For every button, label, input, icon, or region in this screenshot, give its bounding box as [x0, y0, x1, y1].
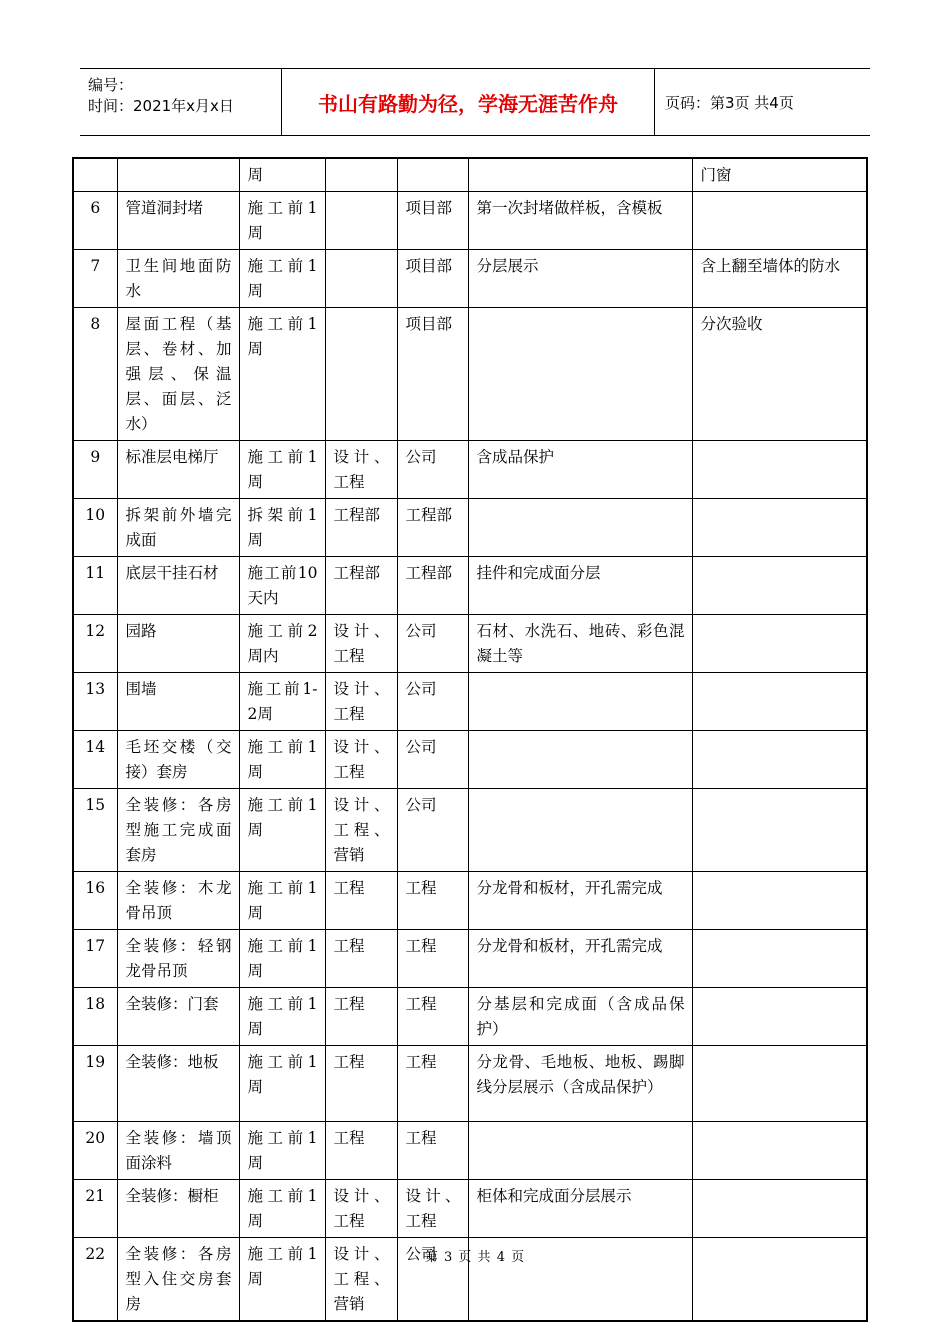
- cell-content: 分龙骨和板材，开孔需完成: [468, 930, 692, 988]
- cell-acceptor: 公司: [397, 731, 468, 789]
- cell-note: [692, 988, 867, 1046]
- cell-time: 施工前1-2周: [239, 673, 325, 731]
- cell-content: [468, 673, 692, 731]
- cell-number: 7: [73, 250, 117, 308]
- cell-content: 含成品保护: [468, 441, 692, 499]
- cell-content: 分基层和完成面（含成品保护）: [468, 988, 692, 1046]
- cell-note: [692, 557, 867, 615]
- cell-number: 10: [73, 499, 117, 557]
- cell-item: 围墙: [117, 673, 239, 731]
- cell-note: [692, 1180, 867, 1238]
- table-row: [73, 1046, 867, 1122]
- page-footer: 第 3 页 共 4 页: [424, 1250, 526, 1265]
- cell-item: 拆架前外墙完成面: [117, 499, 239, 557]
- cell-note: [692, 872, 867, 930]
- cell-note: [692, 1046, 867, 1122]
- cell-number: 18: [73, 988, 117, 1046]
- cell-organizer: [325, 308, 397, 441]
- cell-content: 分龙骨、毛地板、地板、踢脚线分层展示（含成品保护）: [468, 1046, 692, 1122]
- cell-number: 6: [73, 192, 117, 250]
- cell-content: [468, 731, 692, 789]
- cell-number: 14: [73, 731, 117, 789]
- table-row: [73, 731, 867, 789]
- table-row: [73, 441, 867, 499]
- cell-item: 全装修：门套: [117, 988, 239, 1046]
- cell-item: 管道洞封堵: [117, 192, 239, 250]
- cell-acceptor: 项目部: [397, 308, 468, 441]
- cell-organizer: 设计、工程: [325, 441, 397, 499]
- cell-acceptor: 项目部: [397, 192, 468, 250]
- cell-number: 22: [73, 1238, 117, 1322]
- cell-number: 13: [73, 673, 117, 731]
- cell-note: [692, 441, 867, 499]
- cell-note: [692, 731, 867, 789]
- cell-organizer: 工程: [325, 988, 397, 1046]
- cell-item: 全装修：木龙骨吊顶: [117, 872, 239, 930]
- cell-note: [692, 615, 867, 673]
- sample-inspection-table: [72, 157, 868, 1322]
- cell-time: 施工前1周: [239, 1238, 325, 1322]
- cell-item: 毛坯交楼（交接）套房: [117, 731, 239, 789]
- cell-organizer: 工程: [325, 1122, 397, 1180]
- cell-content: 柜体和完成面分层展示: [468, 1180, 692, 1238]
- cell-item: 全装修：橱柜: [117, 1180, 239, 1238]
- header-page-number: 页码：第3页 共4页: [665, 93, 794, 112]
- header-motto: 书山有路勤为径，学海无涯苦作舟: [282, 69, 655, 135]
- cell-organizer: 设计、工程、营销: [325, 1238, 397, 1322]
- cell-content: 挂件和完成面分层: [468, 557, 692, 615]
- cell-acceptor: 工程部: [397, 557, 468, 615]
- cell-note: 门窗: [692, 158, 867, 192]
- cell-number: 8: [73, 308, 117, 441]
- cell-time: 施工前2周内: [239, 615, 325, 673]
- cell-content: [468, 158, 692, 192]
- cell-content: [468, 308, 692, 441]
- table-body: [73, 158, 867, 1321]
- page-header: [80, 68, 870, 136]
- cell-note: [692, 789, 867, 872]
- cell-acceptor: 工程: [397, 872, 468, 930]
- cell-number: 12: [73, 615, 117, 673]
- cell-acceptor: 工程: [397, 930, 468, 988]
- cell-organizer: [325, 192, 397, 250]
- table-row: [73, 308, 867, 441]
- cell-acceptor: [397, 158, 468, 192]
- cell-number: 17: [73, 930, 117, 988]
- cell-content: 石材、水洗石、地砖、彩色混凝土等: [468, 615, 692, 673]
- table-row: [73, 499, 867, 557]
- cell-item: 标准层电梯厅: [117, 441, 239, 499]
- cell-organizer: 设计、工程、营销: [325, 789, 397, 872]
- cell-item: 屋面工程（基层、卷材、加强层、保温层、面层、泛水）: [117, 308, 239, 441]
- cell-number: 15: [73, 789, 117, 872]
- cell-acceptor: 工程: [397, 1046, 468, 1122]
- table-row: [73, 158, 867, 192]
- cell-acceptor: 工程部: [397, 499, 468, 557]
- cell-item: 底层干挂石材: [117, 557, 239, 615]
- cell-organizer: [325, 250, 397, 308]
- cell-content: [468, 789, 692, 872]
- cell-note: [692, 1122, 867, 1180]
- table-row: [73, 1122, 867, 1180]
- cell-organizer: 工程部: [325, 499, 397, 557]
- cell-item: 全装修：地板: [117, 1046, 239, 1122]
- cell-time: 施工前10天内: [239, 557, 325, 615]
- cell-acceptor: 工程: [397, 988, 468, 1046]
- cell-item: 卫生间地面防水: [117, 250, 239, 308]
- cell-organizer: 设计、工程: [325, 731, 397, 789]
- table-row: [73, 250, 867, 308]
- cell-time: 施工前1周: [239, 789, 325, 872]
- cell-number: 19: [73, 1046, 117, 1122]
- cell-item: 全装修：各房型入住交房套房: [117, 1238, 239, 1322]
- cell-number: 9: [73, 441, 117, 499]
- cell-note: [692, 499, 867, 557]
- cell-time: 施工前1周: [239, 1122, 325, 1180]
- cell-organizer: 工程: [325, 1046, 397, 1122]
- cell-time: 施工前1周: [239, 731, 325, 789]
- table-row: [73, 988, 867, 1046]
- table-row: [73, 930, 867, 988]
- cell-organizer: 工程: [325, 872, 397, 930]
- cell-time: 拆架前1周: [239, 499, 325, 557]
- cell-content: [468, 1122, 692, 1180]
- cell-item: 全装修：各房型施工完成面套房: [117, 789, 239, 872]
- cell-number: 21: [73, 1180, 117, 1238]
- cell-acceptor: 项目部: [397, 250, 468, 308]
- table-row: [73, 192, 867, 250]
- document-number: 编号：: [88, 76, 134, 94]
- cell-number: [73, 158, 117, 192]
- cell-note: [692, 930, 867, 988]
- cell-organizer: 工程部: [325, 557, 397, 615]
- cell-acceptor: 公司: [397, 673, 468, 731]
- cell-content: [468, 499, 692, 557]
- cell-time: 施工前1周: [239, 250, 325, 308]
- header-info: [80, 69, 282, 135]
- cell-note: [692, 192, 867, 250]
- cell-organizer: 设计、工程: [325, 1180, 397, 1238]
- table-row: [73, 615, 867, 673]
- cell-content: 分层展示: [468, 250, 692, 308]
- cell-number: 11: [73, 557, 117, 615]
- cell-item: 全装修：轻钢龙骨吊顶: [117, 930, 239, 988]
- cell-organizer: 设计、工程: [325, 615, 397, 673]
- cell-content: 第一次封堵做样板，含模板: [468, 192, 692, 250]
- cell-number: 16: [73, 872, 117, 930]
- cell-note: 含上翻至墙体的防水: [692, 250, 867, 308]
- table-row: [73, 673, 867, 731]
- cell-time: 施工前1周: [239, 192, 325, 250]
- cell-note: [692, 673, 867, 731]
- cell-time: 施工前1周: [239, 930, 325, 988]
- document-date: 时间：2021年x月x日: [88, 97, 234, 115]
- cell-content: 分龙骨和板材，开孔需完成: [468, 872, 692, 930]
- cell-number: 20: [73, 1122, 117, 1180]
- table-row: [73, 789, 867, 872]
- cell-note: 分次验收: [692, 308, 867, 441]
- cell-time: 施工前1周: [239, 308, 325, 441]
- table-row: [73, 557, 867, 615]
- cell-item: 全装修：墙顶面涂料: [117, 1122, 239, 1180]
- cell-acceptor: 公司: [397, 615, 468, 673]
- cell-time: 施工前1周: [239, 441, 325, 499]
- cell-time: 周: [239, 158, 325, 192]
- cell-organizer: 工程: [325, 930, 397, 988]
- cell-acceptor: 公司: [397, 441, 468, 499]
- cell-acceptor: 公司: [397, 789, 468, 872]
- cell-time: 施工前1周: [239, 1180, 325, 1238]
- cell-time: 施工前1周: [239, 988, 325, 1046]
- cell-item: 园路: [117, 615, 239, 673]
- cell-time: 施工前1周: [239, 1046, 325, 1122]
- cell-item: [117, 158, 239, 192]
- cell-organizer: 设计、工程: [325, 673, 397, 731]
- table-row: [73, 1180, 867, 1238]
- cell-acceptor: 设计、工程: [397, 1180, 468, 1238]
- cell-acceptor: 公司: [397, 1238, 468, 1322]
- cell-time: 施工前1周: [239, 872, 325, 930]
- cell-acceptor: 工程: [397, 1122, 468, 1180]
- table-row: [73, 872, 867, 930]
- cell-organizer: [325, 158, 397, 192]
